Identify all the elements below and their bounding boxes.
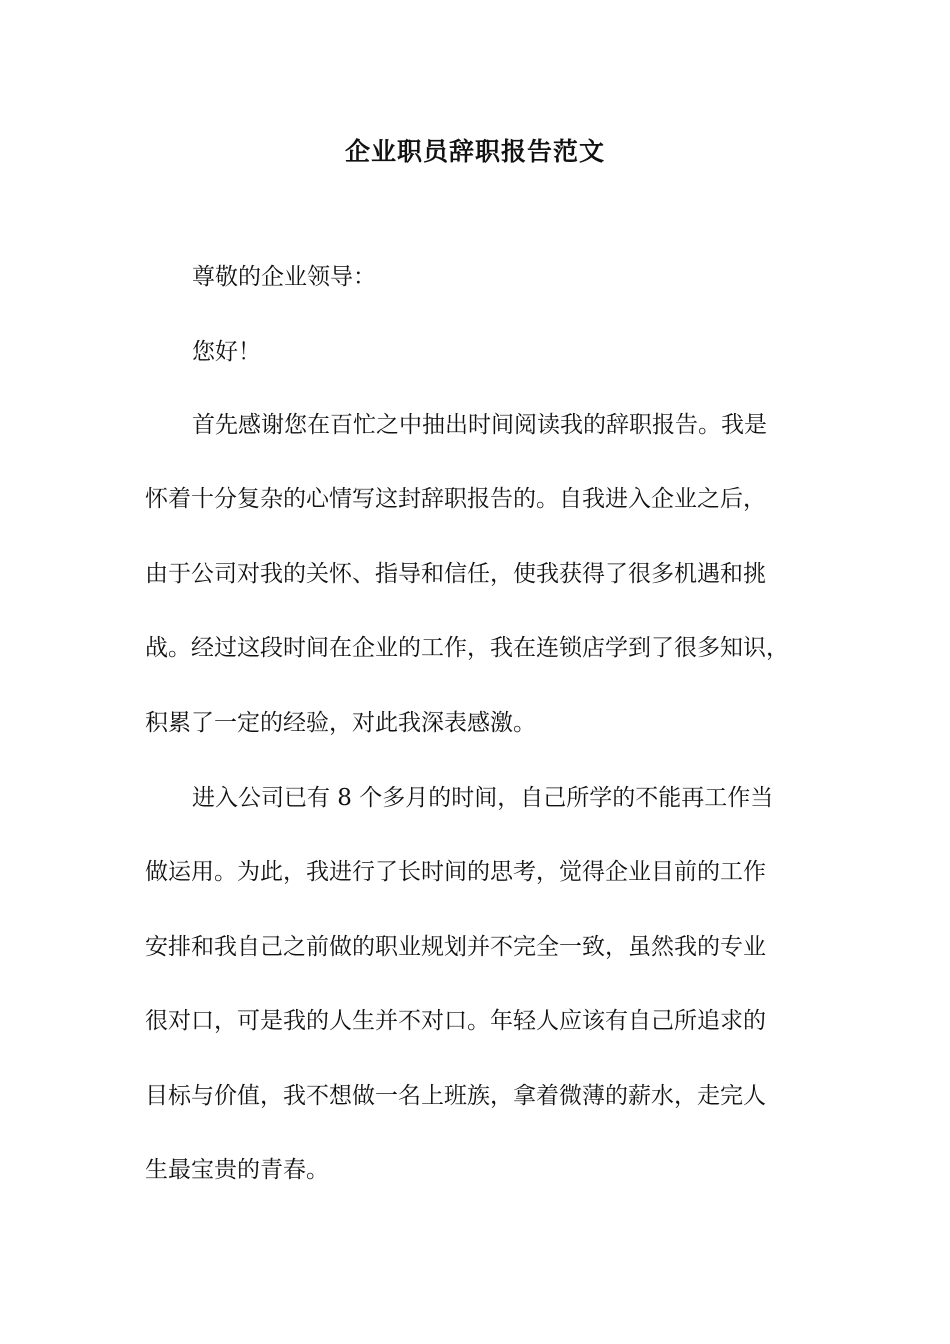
paragraph-2-line-2: 做运用。为此，我进行了长时间的思考，觉得企业目前的工作: [145, 859, 766, 885]
paragraph-2-line-3: 安排和我自己之前做的职业规划并不完全一致，虽然我的专业: [145, 934, 766, 960]
greeting: 您好！: [192, 339, 261, 365]
paragraph-1-line-5: 积累了一定的经验，对此我深表感激。: [145, 710, 536, 736]
paragraph-2-line-1: 进入公司已有 8 个多月的时间，自己所学的不能再工作当: [192, 785, 774, 811]
paragraph-1-line-4: 战。经过这段时间在企业的工作，我在连锁店学到了很多知识，: [145, 635, 789, 661]
paragraph-2-line-5: 目标与价值，我不想做一名上班族，拿着微薄的薪水，走完人: [145, 1083, 766, 1109]
document-title: 企业职员辞职报告范文: [344, 137, 605, 166]
paragraph-1-line-3: 由于公司对我的关怀、指导和信任，使我获得了很多机遇和挑: [145, 561, 766, 587]
paragraph-2-line-4: 很对口，可是我的人生并不对口。年轻人应该有自己所追求的: [145, 1008, 766, 1034]
paragraph-2-line-6: 生最宝贵的青春。: [145, 1157, 329, 1183]
paragraph-1-line-1: 首先感谢您在百忙之中抽出时间阅读我的辞职报告。我是: [192, 412, 767, 438]
salutation: 尊敬的企业领导：: [192, 264, 376, 290]
paragraph-1-line-2: 怀着十分复杂的心情写这封辞职报告的。自我进入企业之后，: [145, 486, 766, 512]
